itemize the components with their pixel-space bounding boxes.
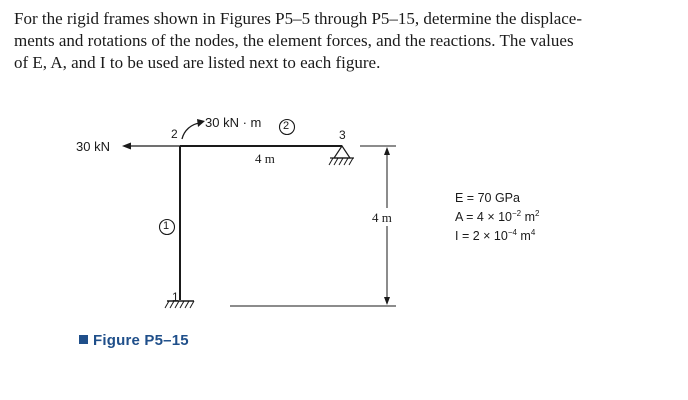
property-A: $A = 4 \times 10^{-2}$ $m^2$ — [455, 209, 540, 225]
pin-support-hatch — [329, 158, 353, 165]
node-3-label: 3 — [339, 128, 346, 142]
moment-arc — [182, 123, 200, 139]
beam-length-label: 4 m — [255, 151, 275, 166]
problem-line-3: of E, A, and I to be used are listed next to each figure. — [14, 53, 381, 72]
problem-line-1: For the rigid frames shown in Figures P5–5 through P5–15, determine the displace- — [14, 9, 582, 28]
material-properties — [455, 191, 539, 244]
problem-line-2: ments and rotations of the nodes, the element forces, and the reactions. The values — [14, 31, 574, 50]
property-E: E = 70 GPa — [455, 191, 520, 205]
property-I: $I = 2 \times 10^{-4}$ $m^4$ — [455, 228, 536, 244]
node-2-label: 2 — [171, 127, 178, 141]
dimension-arrow-top — [384, 147, 390, 155]
node-1-label: 1 — [172, 290, 179, 304]
moment-arrowhead — [197, 119, 205, 127]
column-height-label: 4 m — [372, 210, 392, 225]
horizontal-load-arrowhead — [122, 143, 131, 150]
caption-marker — [79, 335, 88, 344]
pin-support-triangle — [334, 146, 350, 158]
fixed-support-hatch — [165, 301, 194, 308]
figure-caption — [79, 332, 189, 349]
element-2-label: 2 — [283, 120, 290, 132]
horizontal-load-label: 30 kN — [76, 139, 110, 154]
moment-load-label: 30 kN · m — [205, 115, 262, 130]
element-1-label: 1 — [163, 220, 170, 232]
dimension-arrow-bottom — [384, 297, 390, 305]
caption-text: Figure P5–15 — [93, 332, 189, 349]
